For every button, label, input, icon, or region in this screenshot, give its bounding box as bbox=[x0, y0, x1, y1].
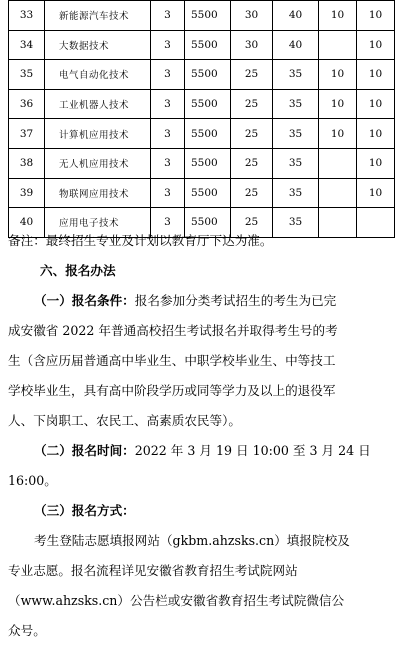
cell-plan-c: 10 bbox=[319, 1, 357, 31]
cell-years: 3 bbox=[151, 60, 185, 90]
cell-plan-b: 35 bbox=[273, 178, 319, 208]
cell-major-name: 计算机应用技术 bbox=[45, 119, 151, 149]
cell-plan-a: 25 bbox=[231, 119, 273, 149]
time-text: 2022 年 3 月 19 日 10:00 至 3 月 24 日 bbox=[134, 443, 371, 458]
method-line: 众号。 bbox=[8, 623, 46, 638]
cell-major-name: 物联网应用技术 bbox=[45, 178, 151, 208]
cell-number: 34 bbox=[9, 30, 45, 60]
cell-years: 3 bbox=[151, 178, 185, 208]
cell-major-name: 新能源汽车技术 bbox=[45, 1, 151, 31]
cell-plan-a: 25 bbox=[231, 208, 273, 238]
cell-plan-b: 35 bbox=[273, 89, 319, 119]
method-label: （三）报名方式： bbox=[34, 503, 135, 518]
cell-plan-d: 10 bbox=[357, 119, 395, 149]
time-paragraph-line bbox=[34, 442, 396, 459]
enrollment-table bbox=[8, 0, 395, 238]
cell-tuition: 5500 bbox=[185, 30, 231, 60]
cell-plan-d: 10 bbox=[357, 178, 395, 208]
cell-number: 38 bbox=[9, 148, 45, 178]
cell-plan-c: 10 bbox=[319, 89, 357, 119]
cell-years: 3 bbox=[151, 89, 185, 119]
table-row bbox=[9, 89, 395, 119]
method-line: （www.ahzsks.cn）公告栏或安徽省教育招生考试院微信公 bbox=[8, 593, 345, 608]
cell-number: 40 bbox=[9, 208, 45, 238]
table-row bbox=[9, 119, 395, 149]
cell-plan-a: 25 bbox=[231, 60, 273, 90]
cell-number: 37 bbox=[9, 119, 45, 149]
cell-tuition: 5500 bbox=[185, 178, 231, 208]
cell-tuition: 5500 bbox=[185, 119, 231, 149]
cell-plan-a: 30 bbox=[231, 30, 273, 60]
cell-major-name: 无人机应用技术 bbox=[45, 148, 151, 178]
time-label: （二）报名时间： bbox=[34, 443, 135, 458]
table-row bbox=[9, 30, 395, 60]
cell-plan-a: 25 bbox=[231, 178, 273, 208]
cell-plan-d: 10 bbox=[357, 60, 395, 90]
cell-number: 33 bbox=[9, 1, 45, 31]
cell-tuition: 5500 bbox=[185, 89, 231, 119]
conditions-line: 成安徽省 2022 年普通高校招生考试报名并取得考生号的考 bbox=[8, 323, 338, 338]
cell-years: 3 bbox=[151, 148, 185, 178]
table-row bbox=[9, 1, 395, 31]
cell-plan-c: 10 bbox=[319, 119, 357, 149]
cell-tuition: 5500 bbox=[185, 148, 231, 178]
method-line: 专业志愿。报名流程详见安徽省教育招生考试院网站 bbox=[8, 563, 298, 578]
cell-plan-c bbox=[319, 30, 357, 60]
cell-major-name: 大数据技术 bbox=[45, 30, 151, 60]
cell-number: 35 bbox=[9, 60, 45, 90]
cell-plan-b: 35 bbox=[273, 208, 319, 238]
conditions-line: 生（含应历届普通高中毕业生、中职学校毕业生、中等技工 bbox=[8, 353, 336, 368]
cell-years: 3 bbox=[151, 208, 185, 238]
conditions-line: 人、下岗职工、农民工、高素质农民等）。 bbox=[8, 413, 241, 428]
cell-years: 3 bbox=[151, 119, 185, 149]
cell-plan-b: 35 bbox=[273, 119, 319, 149]
table-row bbox=[9, 178, 395, 208]
cell-plan-a: 30 bbox=[231, 1, 273, 31]
cell-plan-b: 40 bbox=[273, 30, 319, 60]
cell-major-name: 应用电子技术 bbox=[45, 208, 151, 238]
cell-plan-d: 10 bbox=[357, 1, 395, 31]
table-row bbox=[9, 60, 395, 90]
cell-plan-c bbox=[319, 148, 357, 178]
cell-major-name: 工业机器人技术 bbox=[45, 89, 151, 119]
cell-plan-b: 35 bbox=[273, 148, 319, 178]
cell-years: 3 bbox=[151, 30, 185, 60]
cell-plan-c bbox=[319, 178, 357, 208]
cell-plan-c: 10 bbox=[319, 60, 357, 90]
cell-plan-d: 10 bbox=[357, 148, 395, 178]
cell-plan-a: 25 bbox=[231, 148, 273, 178]
table-row bbox=[9, 148, 395, 178]
cell-plan-b: 35 bbox=[273, 60, 319, 90]
cell-plan-a: 25 bbox=[231, 89, 273, 119]
conditions-line: 学校毕业生，具有高中阶段学历或同等学力及以上的退役军 bbox=[8, 383, 336, 398]
conditions-text: 报名参加分类考试招生的考生为已完 bbox=[134, 293, 337, 308]
cell-years: 3 bbox=[151, 1, 185, 31]
cell-plan-d: 10 bbox=[357, 89, 395, 119]
table-note: 备注：最终招生专业及计划以教育厅下达为准。 bbox=[8, 233, 273, 248]
cell-tuition: 5500 bbox=[185, 1, 231, 31]
section-heading: 六、报名办法 bbox=[40, 263, 116, 278]
table-body bbox=[9, 1, 395, 238]
cell-tuition: 5500 bbox=[185, 208, 231, 238]
cell-plan-d: 10 bbox=[357, 30, 395, 60]
cell-number: 36 bbox=[9, 89, 45, 119]
conditions-label: （一）报名条件： bbox=[34, 293, 135, 308]
method-line: 考生登陆志愿填报网站（gkbm.ahzsks.cn）填报院校及 bbox=[34, 533, 350, 548]
cell-plan-b: 40 bbox=[273, 1, 319, 31]
conditions-paragraph-line bbox=[34, 292, 396, 309]
cell-major-name: 电气自动化技术 bbox=[45, 60, 151, 90]
cell-tuition: 5500 bbox=[185, 60, 231, 90]
cell-number: 39 bbox=[9, 178, 45, 208]
time-line: 16:00。 bbox=[8, 473, 57, 488]
method-heading bbox=[34, 502, 396, 519]
